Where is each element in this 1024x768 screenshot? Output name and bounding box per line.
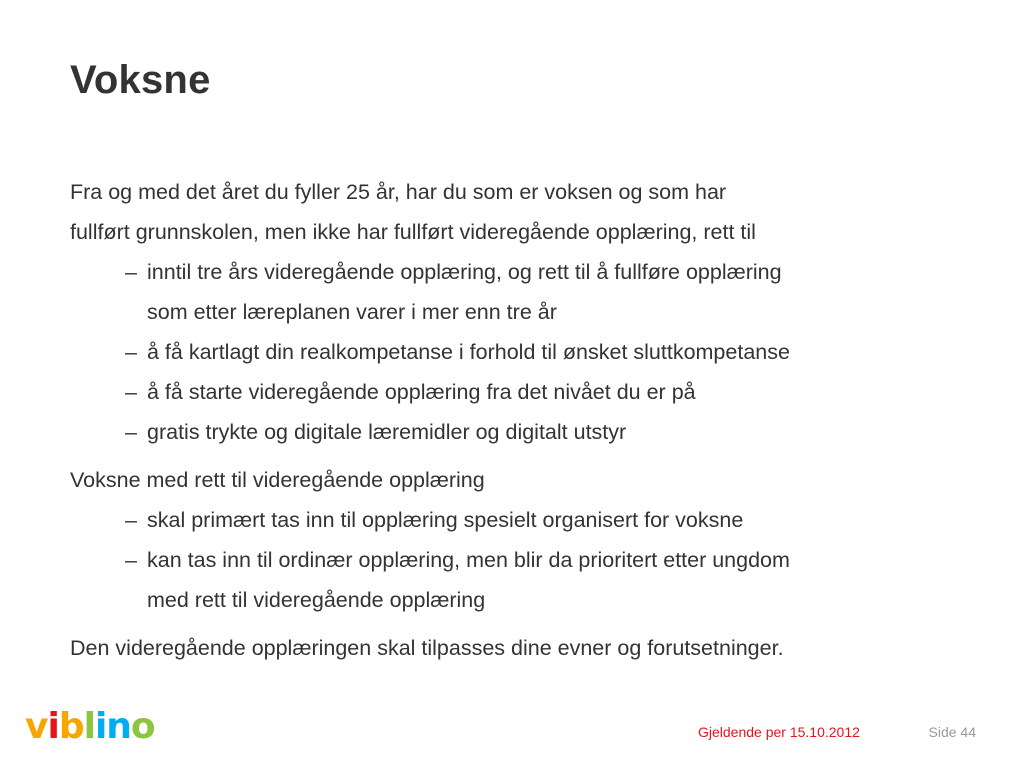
dash-bullet: – xyxy=(125,508,137,532)
logo-letter: b xyxy=(58,706,84,747)
bullet-text-cont: med rett til videregående opplæring xyxy=(147,588,486,612)
viblino-logo xyxy=(25,707,155,747)
bullet-text-cont: som etter læreplanen varer i mer enn tre år xyxy=(147,300,557,324)
dash-bullet: – xyxy=(125,548,137,572)
dash-bullet: – xyxy=(125,420,137,444)
page-number: Side 44 xyxy=(928,724,976,740)
intro-line-2: fullført grunnskolen, men ikke har fullført videregående opplæring, rett til xyxy=(70,220,756,244)
bullet-item xyxy=(70,540,970,620)
dash-bullet: – xyxy=(125,380,137,404)
logo-letter: i xyxy=(94,706,107,747)
logo-letter: v xyxy=(25,706,48,747)
bullet-item xyxy=(70,252,970,332)
bullet-text: gratis trykte og digitale læremidler og digitalt utstyr xyxy=(147,420,627,444)
logo-letter: n xyxy=(106,706,131,747)
logo-letter: l xyxy=(83,706,95,747)
slide-body xyxy=(70,172,970,668)
logo-letter: o xyxy=(130,706,155,747)
intro-line-1: Fra og med det året du fyller 25 år, har du som er voksen og som har xyxy=(70,180,727,204)
bullet-text: inntil tre års videregående opplæring, og rett til å fullføre opplæring xyxy=(147,260,782,284)
bullet-item xyxy=(70,500,970,540)
logo-letter: i xyxy=(47,706,59,747)
paragraph-adults: Voksne med rett til videregående opplæring xyxy=(70,468,485,492)
bullet-text: å få kartlagt din realkompetanse i forhold til ønsket sluttkompetanse xyxy=(147,340,790,364)
paragraph-conclusion: Den videregående opplæringen skal tilpasses dine evner og forutsetninger. xyxy=(70,636,784,660)
dash-bullet: – xyxy=(125,260,137,284)
bullet-text: skal primært tas inn til opplæring spesielt organisert for voksne xyxy=(147,508,744,532)
bullet-text: kan tas inn til ordinær opplæring, men blir da prioritert etter ungdom xyxy=(147,548,790,572)
bullet-item xyxy=(70,332,970,372)
footer-date: Gjeldende per 15.10.2012 xyxy=(698,724,860,740)
paragraph-intro xyxy=(70,172,970,252)
bullet-text: å få starte videregående opplæring fra det nivået du er på xyxy=(147,380,696,404)
bullet-item xyxy=(70,372,970,412)
dash-bullet: – xyxy=(125,340,137,364)
bullet-item xyxy=(70,412,970,452)
slide-title: Voksne xyxy=(70,58,211,102)
